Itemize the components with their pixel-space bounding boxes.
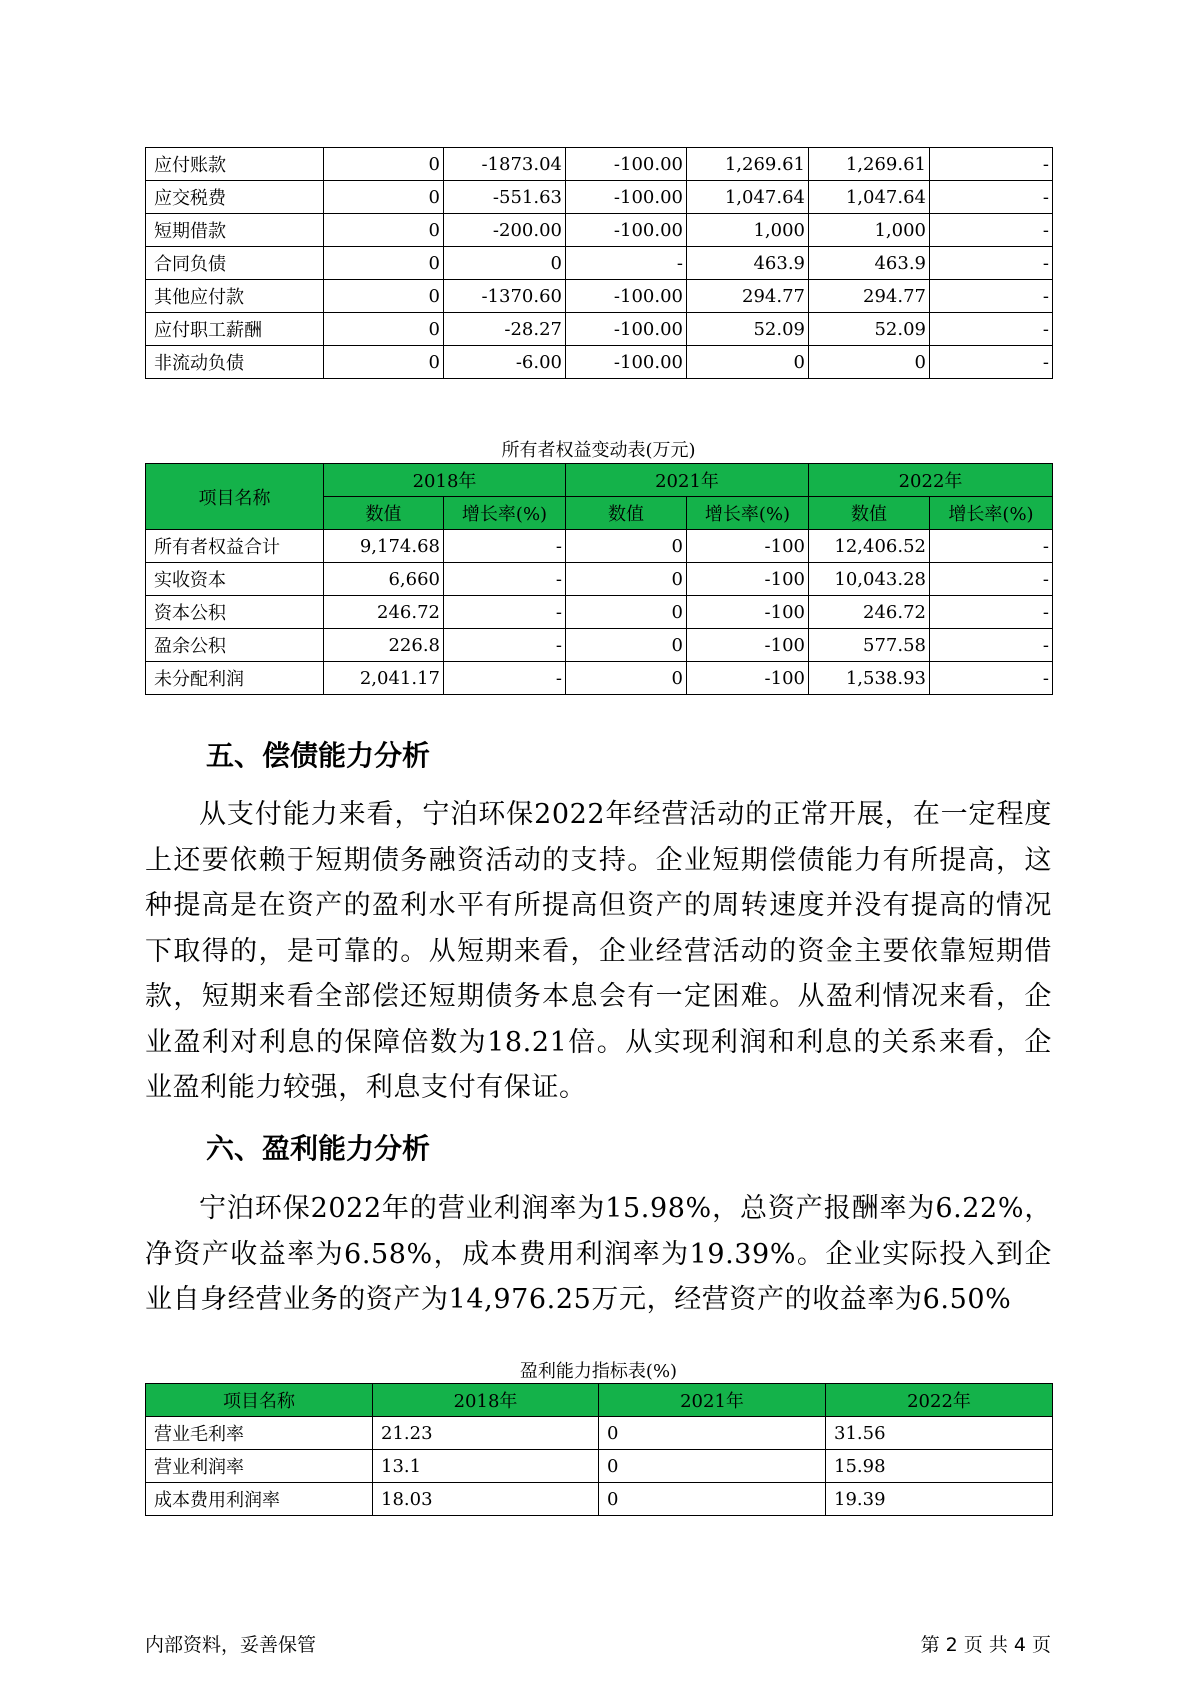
header-item-name: 项目名称 [146,464,324,530]
value-cell: 2,041.17 [324,662,444,695]
value-cell: -1370.60 [444,280,566,313]
value-cell: -100 [687,596,809,629]
value-cell: 1,538.93 [809,662,930,695]
subheader-value: 数值 [809,497,930,530]
value-cell: 13.1 [373,1450,599,1483]
value-cell: -100 [687,563,809,596]
header-year-2021: 2021年 [599,1384,826,1417]
section-heading-solvency: 五、偿债能力分析 [206,739,431,772]
value-cell: 0 [324,280,444,313]
header-year-2021: 2021年 [566,464,809,497]
value-cell: 18.03 [373,1483,599,1516]
profit-table [145,1383,1053,1516]
value-cell: 246.72 [324,596,444,629]
table-row [146,346,1053,379]
value-cell: -28.27 [444,313,566,346]
equity-table-caption: 所有者权益变动表(万元) [501,440,696,461]
table-row [146,313,1053,346]
value-cell: -100.00 [566,346,687,379]
table-row [146,662,1053,695]
header-year-2022: 2022年 [809,464,1053,497]
value-cell: 9,174.68 [324,530,444,563]
subheader-growth: 增长率(%) [930,497,1053,530]
table-row [146,214,1053,247]
value-cell: 226.8 [324,629,444,662]
value-cell: 0 [566,563,687,596]
value-cell: 1,000 [687,214,809,247]
value-cell: - [930,346,1053,379]
value-cell: -6.00 [444,346,566,379]
value-cell: -100.00 [566,214,687,247]
row-label-cell: 短期借款 [146,214,324,247]
value-cell: 577.58 [809,629,930,662]
value-cell: 15.98 [826,1450,1053,1483]
value-cell: 0 [599,1450,826,1483]
row-label-cell: 应付账款 [146,148,324,181]
value-cell: - [930,148,1053,181]
profit-table-caption: 盈利能力指标表(%) [519,1361,678,1382]
footer-confidential-note: 内部资料，妥善保管 [145,1634,317,1656]
value-cell: 294.77 [809,280,930,313]
value-cell: - [566,247,687,280]
value-cell: 463.9 [809,247,930,280]
value-cell: - [930,629,1053,662]
value-cell: - [930,181,1053,214]
value-cell: 21.23 [373,1417,599,1450]
header-item-name: 项目名称 [146,1384,373,1417]
value-cell: 463.9 [687,247,809,280]
table-row [146,1450,1053,1483]
value-cell: - [930,280,1053,313]
value-cell: 0 [687,346,809,379]
value-cell: 0 [324,346,444,379]
row-label-cell: 非流动负债 [146,346,324,379]
value-cell: -100.00 [566,313,687,346]
value-cell: - [930,596,1053,629]
value-cell: 10,043.28 [809,563,930,596]
profitability-paragraph: 宁泊环保2022年的营业利润率为15.98%，总资产报酬率为6.22%，净资产收益率为6.58%，成本费用利润率为19.39%。企业实际投入到企业自身经营业务的资产为14,976.25万元，经营资产的收益率为6.50% [145,1193,1052,1315]
value-cell: -1873.04 [444,148,566,181]
row-label-cell: 资本公积 [146,596,324,629]
value-cell: 0 [566,530,687,563]
liabilities-table [145,147,1053,379]
row-label-cell: 盈余公积 [146,629,324,662]
value-cell: - [444,563,566,596]
value-cell: 52.09 [809,313,930,346]
value-cell: 1,047.64 [809,181,930,214]
value-cell: -100 [687,662,809,695]
value-cell: 1,000 [809,214,930,247]
value-cell: 0 [324,214,444,247]
subheader-value: 数值 [566,497,687,530]
row-label-cell: 应交税费 [146,181,324,214]
value-cell: - [444,530,566,563]
subheader-growth: 增长率(%) [444,497,566,530]
value-cell: 0 [444,247,566,280]
value-cell: 246.72 [809,596,930,629]
value-cell: - [930,247,1053,280]
table-row [146,247,1053,280]
value-cell: 12,406.52 [809,530,930,563]
value-cell: -200.00 [444,214,566,247]
header-year-2018: 2018年 [373,1384,599,1417]
value-cell: 0 [809,346,930,379]
solvency-paragraph: 从支付能力来看，宁泊环保2022年经营活动的正常开展，在一定程度上还要依赖于短期债务融资活动的支持。企业短期偿债能力有所提高，这种提高是在资产的盈利水平有所提高但资产的周转速度并没有提高的情况下取得的，是可靠的。从短期来看，企业经营活动的资金主要依靠短期借款，短期来看全部偿还短期债务本息会有一定困难。从盈利情况来看，企业盈利对利息的保障倍数为18.21倍。从实现利润和利息的关系来看，企业盈利能力较强，利息支付有保证。 [145,799,1052,1103]
value-cell: 0 [324,247,444,280]
value-cell: 0 [599,1417,826,1450]
value-cell: 52.09 [687,313,809,346]
table-row [146,596,1053,629]
footer-page-number: 第 2 页 共 4 页 [920,1634,1051,1656]
value-cell: - [930,530,1053,563]
value-cell: - [444,662,566,695]
value-cell: -100.00 [566,181,687,214]
row-label-cell: 应付职工薪酬 [146,313,324,346]
value-cell: - [930,662,1053,695]
value-cell: 0 [324,313,444,346]
value-cell: - [444,596,566,629]
row-label-cell: 营业利润率 [146,1450,373,1483]
row-label-cell: 其他应付款 [146,280,324,313]
table-row [146,280,1053,313]
value-cell: 0 [566,629,687,662]
value-cell: 0 [324,148,444,181]
value-cell: 6,660 [324,563,444,596]
row-label-cell: 未分配利润 [146,662,324,695]
value-cell: 19.39 [826,1483,1053,1516]
equity-table [145,463,1053,695]
value-cell: 0 [566,662,687,695]
subheader-value: 数值 [324,497,444,530]
row-label-cell: 成本费用利润率 [146,1483,373,1516]
value-cell: 1,047.64 [687,181,809,214]
value-cell: 294.77 [687,280,809,313]
value-cell: -100 [687,530,809,563]
value-cell: 0 [324,181,444,214]
header-year-2018: 2018年 [324,464,566,497]
value-cell: 31.56 [826,1417,1053,1450]
table-row [146,1483,1053,1516]
table-row [146,181,1053,214]
table-row [146,563,1053,596]
table-row [146,629,1053,662]
value-cell: 0 [599,1483,826,1516]
row-label-cell: 营业毛利率 [146,1417,373,1450]
value-cell: -100 [687,629,809,662]
value-cell: 0 [566,596,687,629]
value-cell: - [930,214,1053,247]
value-cell: -551.63 [444,181,566,214]
header-year-2022: 2022年 [826,1384,1053,1417]
row-label-cell: 实收资本 [146,563,324,596]
value-cell: -100.00 [566,148,687,181]
table-row [146,530,1053,563]
row-label-cell: 所有者权益合计 [146,530,324,563]
value-cell: 1,269.61 [687,148,809,181]
subheader-growth: 增长率(%) [687,497,809,530]
table-row [146,1417,1053,1450]
value-cell: - [930,313,1053,346]
section-heading-profitability: 六、盈利能力分析 [206,1132,431,1165]
table-row [146,148,1053,181]
value-cell: - [444,629,566,662]
row-label-cell: 合同负债 [146,247,324,280]
value-cell: - [930,563,1053,596]
value-cell: -100.00 [566,280,687,313]
value-cell: 1,269.61 [809,148,930,181]
